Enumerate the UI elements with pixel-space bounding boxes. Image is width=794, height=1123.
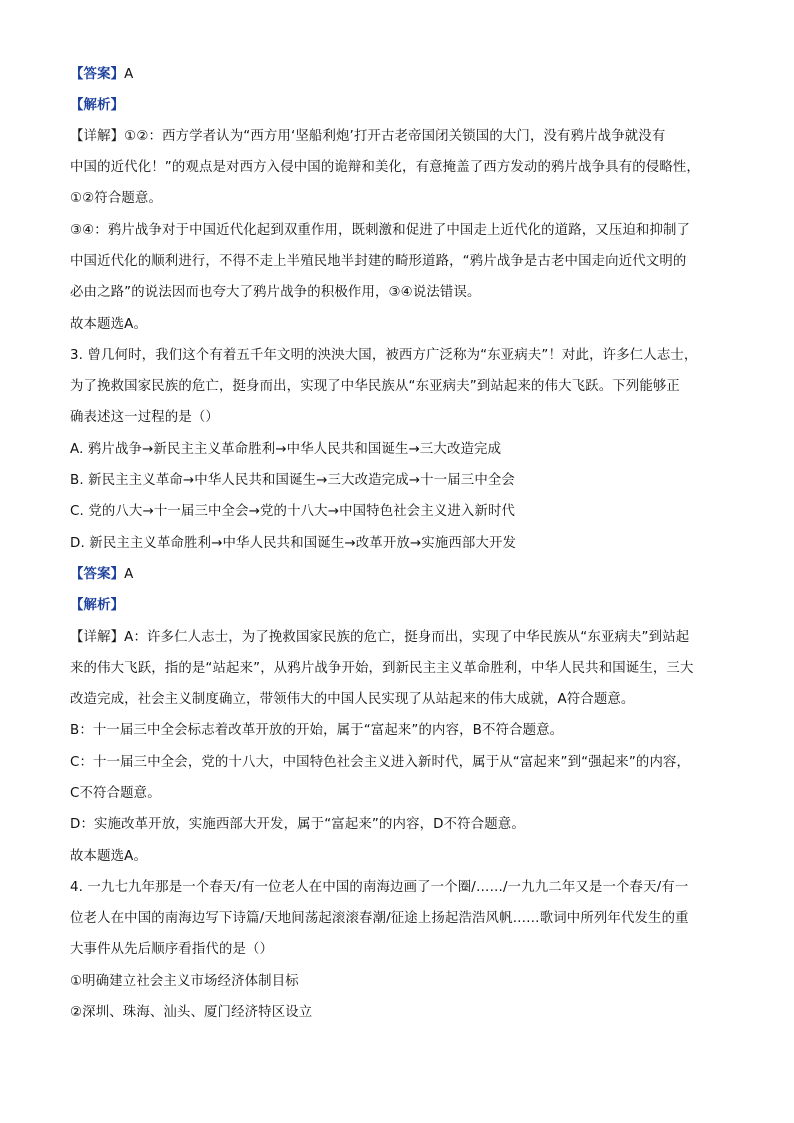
explanation-line: 必由之路”的说法因而也夸大了鸦片战争的积极作用，③④说法错误。 — [70, 285, 481, 300]
analysis-heading — [70, 97, 124, 115]
explanation-line: 来的伟大飞跃，指的是“站起来”，从鸦片战争开始，到新民主主义革命胜利，中华人民共和国诞生，三大 — [70, 661, 694, 676]
answer-line — [70, 66, 133, 84]
question-4-stem: 位老人在中国的南海边写下诗篇/天地间荡起滚滚春潮/征途上扬起浩浩风帆……歌词中所列年代发生的重 — [70, 911, 689, 926]
explanation-line: ①②符合题意。 — [70, 191, 163, 206]
analysis-tag: 【解析】 — [70, 598, 125, 613]
explanation-line: 【详解】A：许多仁人志士，为了挽救国家民族的危亡，挺身而出，实现了中华民族从“东亚病夫”到站起 — [70, 630, 690, 645]
explanation-line: 【详解】①②：西方学者认为“西方用‘坚船利炮’打开古老帝国闭关锁国的大门，没有鸦片战争就没有 — [70, 129, 666, 144]
question-4-stem: 大事件从先后顺序看指代的是（） — [70, 942, 274, 957]
answer-tag: 【答案】 — [70, 567, 125, 582]
conclusion-line: 故本题选A。 — [70, 317, 148, 332]
question-4-item: ①明确建立社会主义市场经济体制目标 — [70, 974, 299, 989]
explanation-line: 中国近代化的顺利进行，不得不走上半殖民地半封建的畸形道路，“鸦片战争是古老中国走向近代文明的 — [70, 254, 687, 269]
explanation-line: C：十一届三中全会，党的十八大，中国特色社会主义进入新时代，属于从“富起来”到“强起来”的内容， — [70, 755, 691, 770]
answer-tag: 【答案】 — [70, 67, 125, 82]
conclusion-line: 故本题选A。 — [70, 849, 148, 864]
analysis-heading — [70, 597, 124, 615]
explanation-line: D：实施改革开放，实施西部大开发，属于“富起来”的内容，D不符合题意。 — [70, 817, 525, 832]
explanation-line: ③④：鸦片战争对于中国近代化起到双重作用，既刺激和促进了中国走上近代化的道路，又压迫和抑制了 — [70, 223, 691, 238]
answer-value: A — [124, 67, 134, 82]
explanation-line: 中国的近代化！”的观点是对西方入侵中国的诡辩和美化，有意掩盖了西方发动的鸦片战争具有的侵略性， — [70, 160, 700, 175]
explanation-line: C不符合题意。 — [70, 786, 161, 801]
question-3-stem: 3. 曾几何时，我们这个有着五千年文明的泱泱大国，被西方广泛称为“东亚病夫”！对此，许多仁人志士， — [70, 348, 698, 363]
explanation-line: B：十一届三中全会标志着改革开放的开始，属于“富起来”的内容，B不符合题意。 — [70, 723, 564, 738]
question-3-stem: 确表述这一过程的是（） — [70, 410, 219, 425]
option-b: B. 新民主主义革命→中华人民共和国诞生→三大改造完成→十一届三中全会 — [70, 473, 515, 488]
option-d: D. 新民主主义革命胜利→中华人民共和国诞生→改革开放→实施西部大开发 — [70, 536, 517, 551]
analysis-tag: 【解析】 — [70, 98, 125, 113]
answer-value: A — [124, 567, 134, 582]
explanation-line: 改造完成，社会主义制度确立，带领伟大的中国人民实现了从站起来的伟大成就，A符合题意。 — [70, 692, 635, 707]
option-c: C. 党的八大→十一届三中全会→党的十八大→中国特色社会主义进入新时代 — [70, 504, 516, 519]
question-4-item: ②深圳、珠海、汕头、厦门经济特区设立 — [70, 1005, 313, 1020]
question-4-stem: 4. 一九七九年那是一个春天/有一位老人在中国的南海边画了一个圈/……/一九九二年又是一个春天/有一 — [70, 880, 689, 895]
answer-line — [70, 566, 133, 584]
option-a: A. 鸦片战争→新民主主义革命胜利→中华人民共和国诞生→三大改造完成 — [70, 442, 502, 457]
question-3-stem: 为了挽救国家民族的危亡，挺身而出，实现了中华民族从“东亚病夫”到站起来的伟大飞跃。下列能够正 — [70, 379, 680, 394]
